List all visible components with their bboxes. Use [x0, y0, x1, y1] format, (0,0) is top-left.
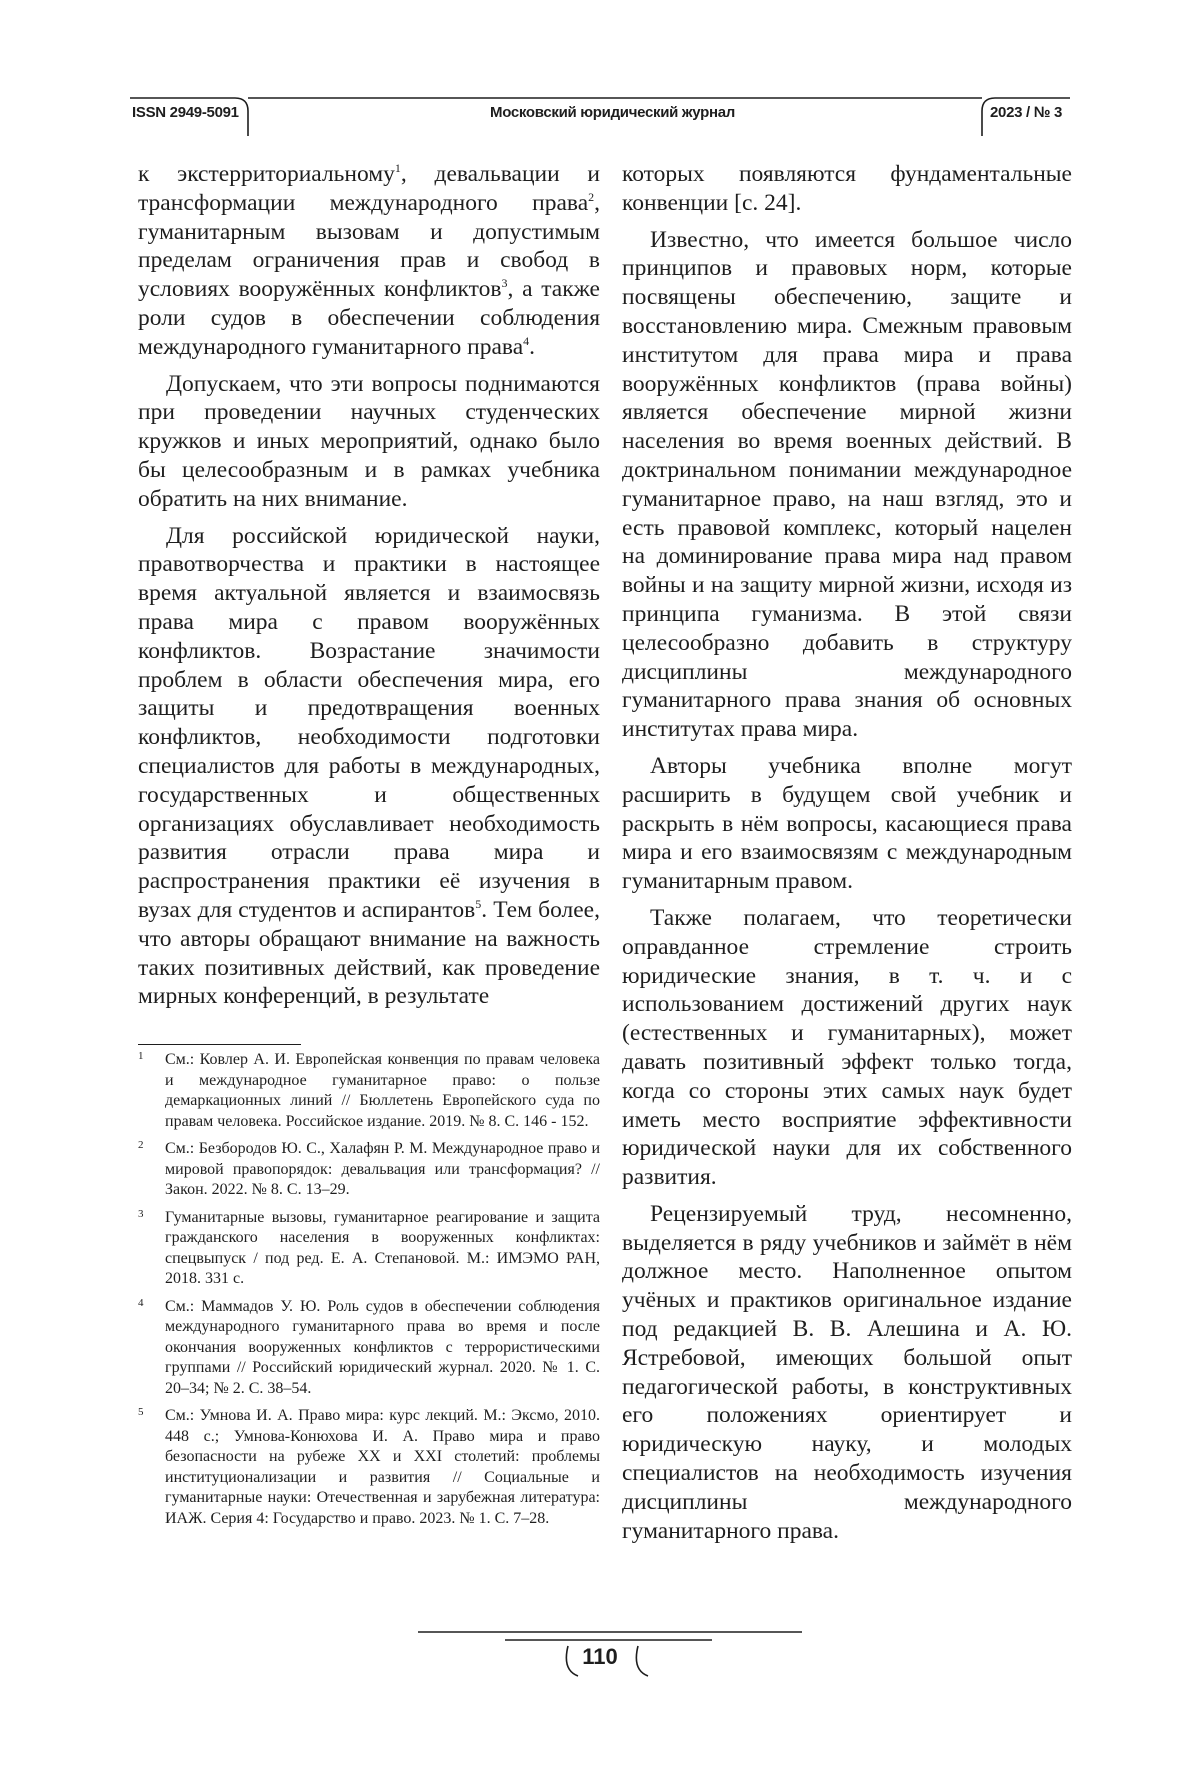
footnote-number: 1 [138, 1050, 144, 1062]
left-column [138, 160, 600, 1019]
footnote-divider [138, 1044, 301, 1045]
text-fragment: , а также роли судов в обеспечении соблюдения международного гуманитарного права [138, 276, 600, 360]
right-paragraph-1: которых появляются фундаментальные конвенции [с. 24]. [622, 161, 1072, 216]
footnote-number: 5 [138, 1406, 144, 1418]
right-paragraph-5: Рецензируемый труд, несомненно, выделяется в ряду учебников и займёт в нём должное место. Наполненное опытом учёных и практиков оригинальное издание под редакцией В. В. Алешина и А. Ю. Ястребовой, имеющих большой опыт педагогической работы, в конструктивных его положениях ориентирует и юридическую науку, и молодых специалистов на необходимость изучения дисциплины международного гуманитарного права. [622, 1200, 1072, 1544]
header-frame-line [130, 88, 1070, 168]
issn-label: ISSN 2949-5091 [132, 104, 239, 121]
text-fragment: Для российской юридической науки, правотворчества и практики в настоящее время актуальной является и взаимосвязь права мира с правом вооружённых конфликтов. Возрастание значимости проблем в области обеспечения мира, его защиты и предотвращения военных конфликтов, необходимости подготовки специалистов для работы в международных, государственных и общественных организациях обуславливает необходимость развития отрасли права мира и распространения практики её изучения в вузах для студентов и аспирантов [138, 522, 600, 923]
right-column [622, 160, 1072, 1553]
footnote-ref-5: 5 [475, 897, 482, 912]
left-paragraph-1 [138, 160, 600, 362]
footnote-text: См.: Умнова И. А. Право мира: курс лекций. М.: Эксмо, 2010. 448 с.; Умнова-Конюхова И. А. Право мира и право безопасности на рубеже XX и XXI столетий: проблемы институционализации и развития // Социальные и гуманитарные науки: Отечественная и зарубежная литература: ИАЖ. Серия 4: Государство и право. 2023. № 1. С. 7–28. [165, 1407, 600, 1527]
footnote-number: 2 [138, 1139, 144, 1151]
footnote-ref-2: 2 [588, 189, 595, 204]
left-paragraph-3 [138, 522, 600, 1012]
right-paragraph-3: Авторы учебника вполне могут расширить в будущем свой учебник и раскрыть в нём вопросы, касающиеся права мира и его взаимосвязям с международным гуманитарным правом. [622, 752, 1072, 895]
text-fragment: к экстерриториальному [138, 161, 395, 187]
text-fragment: , девальвации и трансформации международного права [138, 161, 600, 216]
text-fragment: . [529, 333, 535, 360]
footnote-text: См.: Ковлер А. И. Европейская конвенция по правам человека и международное гуманитарное право: о пользе демаркационных линий // Бюллетень Европейского суда по правам человека. Российское издание. 2019. № 8. С. 146 - 152. [165, 1051, 600, 1130]
footnote-text: См.: Безбородов Ю. С., Халафян Р. М. Международное право и мировой правопорядок: девальвация или трансформация? // Закон. 2022. № 8. С. 13–29. [165, 1140, 600, 1198]
footnote-number: 4 [138, 1296, 144, 1309]
footnote-ref-3: 3 [501, 276, 508, 291]
text-fragment: , гуманитарным вызовам и допустимым пределам ограничения прав и свобод в условиях вооружённых конфликтов [138, 189, 600, 303]
footnote-number: 3 [138, 1207, 144, 1220]
text-fragment: . Тем более, что авторы обращают внимание на важность таких позитивных действий, как проведение мирных конференций, в результате [138, 896, 600, 1010]
footnote-text: См.: Маммадов У. Ю. Роль судов в обеспечении соблюдения международного гуманитарного права во время и после окончания вооруженных конфликтов с террористическими группами // Российский юридический журнал. 2020. № 1. С. 20–34; № 2. С. 38–54. [165, 1297, 600, 1397]
journal-title: Московский юридический журнал [490, 104, 736, 121]
right-paragraph-4: Также полагаем, что теоретически оправданное стремление строить юридические знания, в т. ч. и с использованием достижений других наук (естественных и гуманитарных), может давать позитивный эффект только тогда, когда со стороны этих самых наук будет иметь место восприятие эффективности юридической науки для их собственного развития. [622, 904, 1072, 1191]
footnote-ref-1: 1 [394, 161, 401, 176]
footnote [138, 1050, 600, 1132]
footnote-ref-4: 4 [523, 333, 530, 348]
issue-label: 2023 / № 3 [990, 104, 1063, 121]
right-paragraph-2: Известно, что имеется большое число принципов и правовых норм, которые посвящены обеспечению, защите и восстановлению мира. Смежным правовым институтом для права мира и права вооружённых конфликтов (права войны) является обеспечение мирной жизни населения во время военных действий. В доктринальном понимании международное гуманитарное право, на наш взгляд, это и есть правовой комплекс, который нацелен на доминирование права мира над правом войны и на защиту мирной жизни, исходя из принципа гуманизма. В этой связи целесообразно добавить в структуру дисциплины международного гуманитарного права знания об основных институтах права мира. [622, 226, 1072, 743]
footer-ornament [400, 1620, 820, 1740]
footnotes-section [138, 1050, 600, 1536]
footnote [138, 1139, 600, 1201]
footnote [138, 1208, 600, 1290]
footnote-text: Гуманитарные вызовы, гуманитарное реагирование и защита гражданского населения в вооруженных конфликтах: спецвыпуск / под ред. Е. А. Степановой. М.: ИМЭМО РАН, 2018. 331 с. [165, 1208, 600, 1287]
left-paragraph-2: Допускаем, что эти вопросы поднимаются при проведении научных студенческих кружков и иных мероприятий, однако было бы целесообразным и в рамках учебника обратить на них внимание. [138, 370, 600, 512]
footnote [138, 1406, 600, 1529]
page-number: 110 [582, 1644, 618, 1669]
footnote [138, 1297, 600, 1400]
